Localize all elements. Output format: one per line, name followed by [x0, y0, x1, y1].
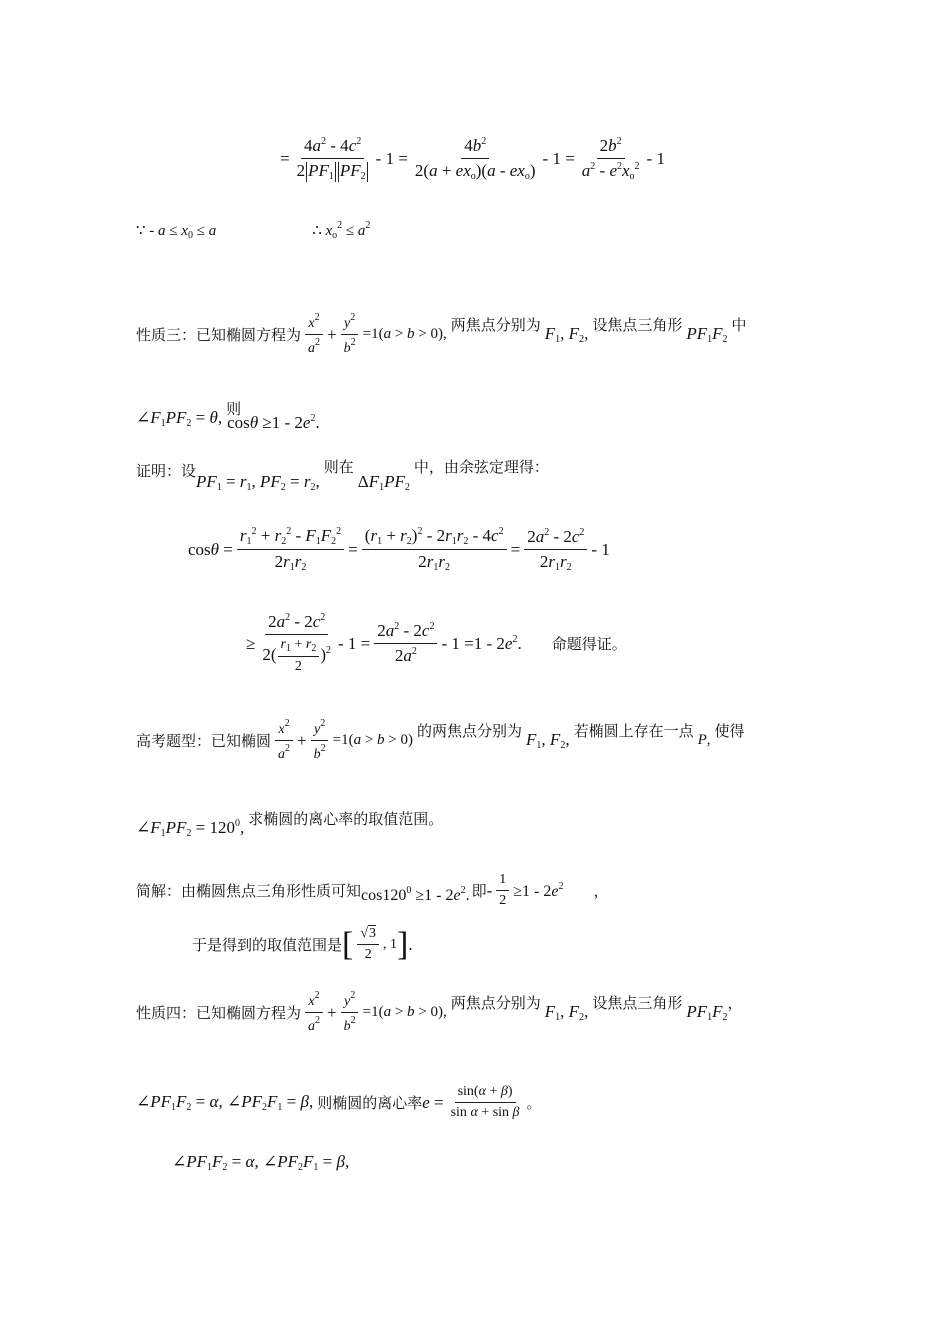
equation-continuation: = $\frac{4a^2 - 4c^2}{2 PF_1 PF_2}$ - 1 = $\frac{4b^2}{2(a + ex_o)(a - ex_o)}$ - 1 = $\frac{2b^2}{a^2 - e^2x_o^2}$ - 1: [280, 136, 665, 183]
proof-label: 证明：设: [136, 462, 197, 480]
exam-exist: 若椭圆上存在一点: [573, 722, 694, 740]
proof-then: 则在: [323, 458, 354, 476]
property-3-line: 性质三：已知椭圆方程为 $\frac{x^2}{a^2}$ + $\frac{y^2}{b^2}$ =1(a > b > 0), 两焦点分别为 $F_1$, $F_2$, 设焦点三角形 $PF_1F_2$ 中: [136, 312, 747, 356]
property-4-line: 性质四：已知椭圆方程为 $\frac{x^2}{a^2}$ + $\frac{y^2}{b^2}$ =1(a > b > 0), 两焦点分别为 $F_1$, $F_2$, 设焦点三角形 $PF_1F_2$ ，: [136, 990, 743, 1034]
brief-ji: 即: [471, 882, 487, 900]
exam-ask: 求椭圆的离心率的取值范围。: [248, 810, 444, 828]
property-4-set: 设焦点三角形: [592, 994, 683, 1012]
exam-condition: $\angle F_1PF_2 = 120^0$, 求椭圆的离心率的取值范围。: [136, 810, 444, 839]
cosine-derivation-2: ≥ $2a^2 - 2c^2$ 2( $\frac{r_1 + r_2}{2}$ )$^2$ - 1 = $\frac{2a^2 - 2c^2}{2a^2}$ - $1 =1 - 2e^2$. 命题得证。: [246, 612, 627, 674]
fraction-3: $\frac{2b^2}{a^2 - e^2x_o^2}$: [581, 136, 640, 183]
property-4-ecc: 则椭圆的离心率: [317, 1094, 423, 1112]
exam-label: 高考题型：已知椭圆: [136, 732, 272, 750]
exam-line: 高考题型：已知椭圆 $\frac{x^2}{a^2}$ + $\frac{y^2}{b^2}$ =1(a > b > 0) 的两焦点分别为 $F_1$, $F_2$, 若椭圆上存在一点 P, 使得: [136, 718, 745, 762]
property-4-intro: 性质四：已知椭圆方程为: [136, 1004, 302, 1022]
because-therefore-line: ∵ - $a \le x_0 \le a$ ∴ $x_o^2 \le a^2$: [136, 220, 371, 241]
brief-comma: ，: [593, 882, 609, 900]
exam-foci: 的两焦点分别为: [417, 722, 523, 740]
proof-cosine: 中，由余弦定理得：: [413, 458, 549, 476]
property-4-foci: 两焦点分别为: [450, 994, 541, 1012]
fraction-1: $\frac{4a^2 - 4c^2}{2 PF_1 PF_2}$: [296, 136, 366, 182]
property-4-comma: ，: [727, 994, 743, 1012]
property-3-foci: 两焦点分别为: [450, 316, 541, 334]
range-text: 于是得到的取值范围是: [192, 936, 343, 954]
property-3-mid: 中: [731, 316, 747, 334]
property-4-end: 。: [526, 1094, 542, 1112]
property-4-restate: $\angle PF_1F_2 = \alpha$, $\angle PF_2F_1 = \beta$,: [172, 1152, 350, 1173]
proven-text: 命题得证。: [551, 635, 627, 653]
property-3-set: 设焦点三角形: [592, 316, 683, 334]
property-4-condition: $\angle PF_1F_2 = \alpha$, $\angle PF_2F_1 = \beta$, 则椭圆的离心率 e = $\frac{\sin(\alpha + \beta)}{\text{sin α + sin β}}$ 。: [136, 1084, 542, 1120]
brief-solution-line: 简解：由椭圆焦点三角形性质可知 $\cos 120^0 \ge 1 - 2e^2$. 即 - $\frac{1}{2}$ $\ge 1 - 2e^2$ ，: [136, 872, 609, 908]
property-3-condition: $\angle F_1PF_2 = \theta$, 则 $\cos\theta \ge 1 - 2e^2$.: [136, 400, 320, 432]
range-line: 于是得到的取值范围是 [ $\frac{√3}{2}$ , 1 ] .: [192, 925, 413, 963]
fraction-2: $\frac{4b^2}{2(a + ex_o)(a - ex_o)}$: [414, 136, 536, 183]
property-3-then: 则: [226, 400, 242, 418]
proof-line: 证明：设 $PF_1 = r_1$, $PF_2 = r_2$, 则在 $\Delta F_1PF_2$ 中，由余弦定理得：: [136, 458, 549, 493]
exam-make: 使得: [714, 722, 745, 740]
property-3-intro: 性质三：已知椭圆方程为: [136, 326, 302, 344]
brief-label: 简解：由椭圆焦点三角形性质可知: [136, 882, 362, 900]
cosine-derivation-1: cosθ = $\frac{r_1^2 + r_2^2 - F_1F_2^2}{2r_1r_2}$ = $\frac{(r_1 + r_2)^2 - 2r_1r_2 - 4c^2}{2r_1r_2}$ = $\frac{2a^2 - 2c^2}{2r_1r_2}$ - 1: [188, 526, 610, 573]
